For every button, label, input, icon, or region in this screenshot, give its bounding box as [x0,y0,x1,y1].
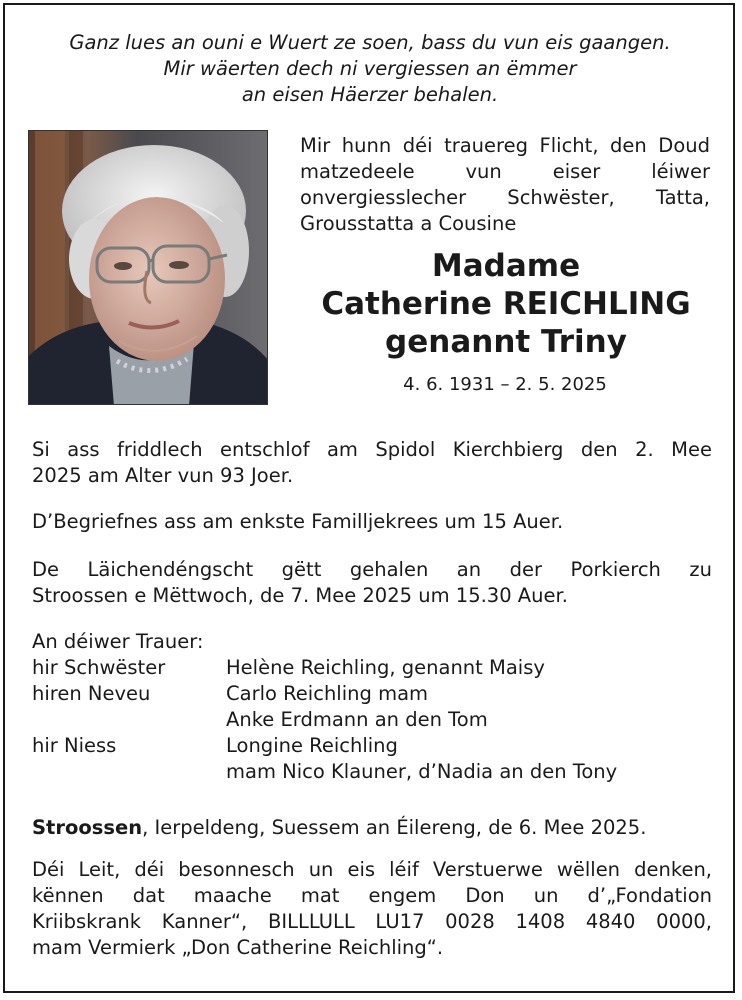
donation-notice [32,857,712,961]
funeral-mass-notice [32,557,712,609]
burial-notice [32,509,712,535]
mourner-names: Longine Reichling [226,734,398,757]
mourner-row [32,759,712,785]
deceased-title: Madame [431,248,581,284]
donation-line: kënnen dat maache mat engem Don un d’„Fondation [32,884,712,907]
deceased-name-block [298,247,714,361]
deceased-name: Catherine REICHLING [321,286,691,322]
mourner-names: Carlo Reichling mam [226,682,429,705]
mourner-row [32,733,712,759]
mourner-relation: hir Schwëster [32,656,166,679]
quote-line: Ganz lues an ouni e Wuert ze soen, bass du vun eis gaangen. [69,31,671,54]
donation-line: Déi Leit, déi besonnesch un eis léif Verstuerwe wëllen denken, [32,858,712,881]
memorial-quote [20,30,720,108]
mourner-names: Helène Reichling, genannt Maisy [226,656,545,679]
notice-line: Si ass friddlech entschlof am Spidol Kierchbierg den 2. Mee [32,438,712,461]
mourner-row [32,655,712,681]
mourner-names: Anke Erdmann an den Tom [226,708,488,731]
donation-line: Kriibskrank Kanner“, BILLLULL LU17 0028 1408 4840 0000, [32,910,712,933]
quote-line: Mir wäerten dech ni vergiessen an ëmmer [163,57,577,80]
mourner-relation: hir Niess [32,734,117,757]
mourner-relation: hiren Neveu [32,682,151,705]
mourner-row [32,681,712,707]
mourner-relation [32,707,226,733]
portrait-photo [28,130,268,405]
place-rest: , Ierpeldeng, Suessem an Éilereng, de 6. Mee 2025. [142,816,647,839]
notice-line: 2025 am Alter vun 93 Joer. [32,464,294,487]
intro-line: onvergiesslecher Schwëster, Tatta, [300,186,710,209]
place-town: Stroossen [32,816,143,839]
mourners-list [32,629,712,785]
life-dates: 4. 6. 1931 – 2. 5. 2025 [403,374,607,395]
mourner-relation [32,759,226,785]
quote-line: an eisen Häerzer behalen. [241,83,499,106]
announcement-intro [300,133,710,237]
intro-line: matzedeele vun eiser léiwer [300,160,710,183]
donation-line: mam Vermierk „Don Catherine Reichling“. [32,936,444,959]
mourner-names: mam Nico Klauner, d’Nadia an den Tony [226,760,618,783]
notice-line: Stroossen e Mëttwoch, de 7. Mee 2025 um 15.30 Auer. [32,584,568,607]
notice-line: D’Begriefnes ass am enkste Familljekrees um 15 Auer. [32,510,564,533]
deceased-nickname: genannt Triny [385,324,627,360]
intro-line: Grousstatta a Cousine [300,212,517,235]
mourner-row [32,707,712,733]
mourners-heading: An déiwer Trauer: [32,630,204,653]
place-date-line [32,815,712,841]
intro-line: Mir hunn déi trauereg Flicht, den Doud [300,134,710,157]
death-notice [32,437,712,489]
notice-line: De Läichendéngscht gëtt gehalen an der Porkierch zu [32,558,712,581]
